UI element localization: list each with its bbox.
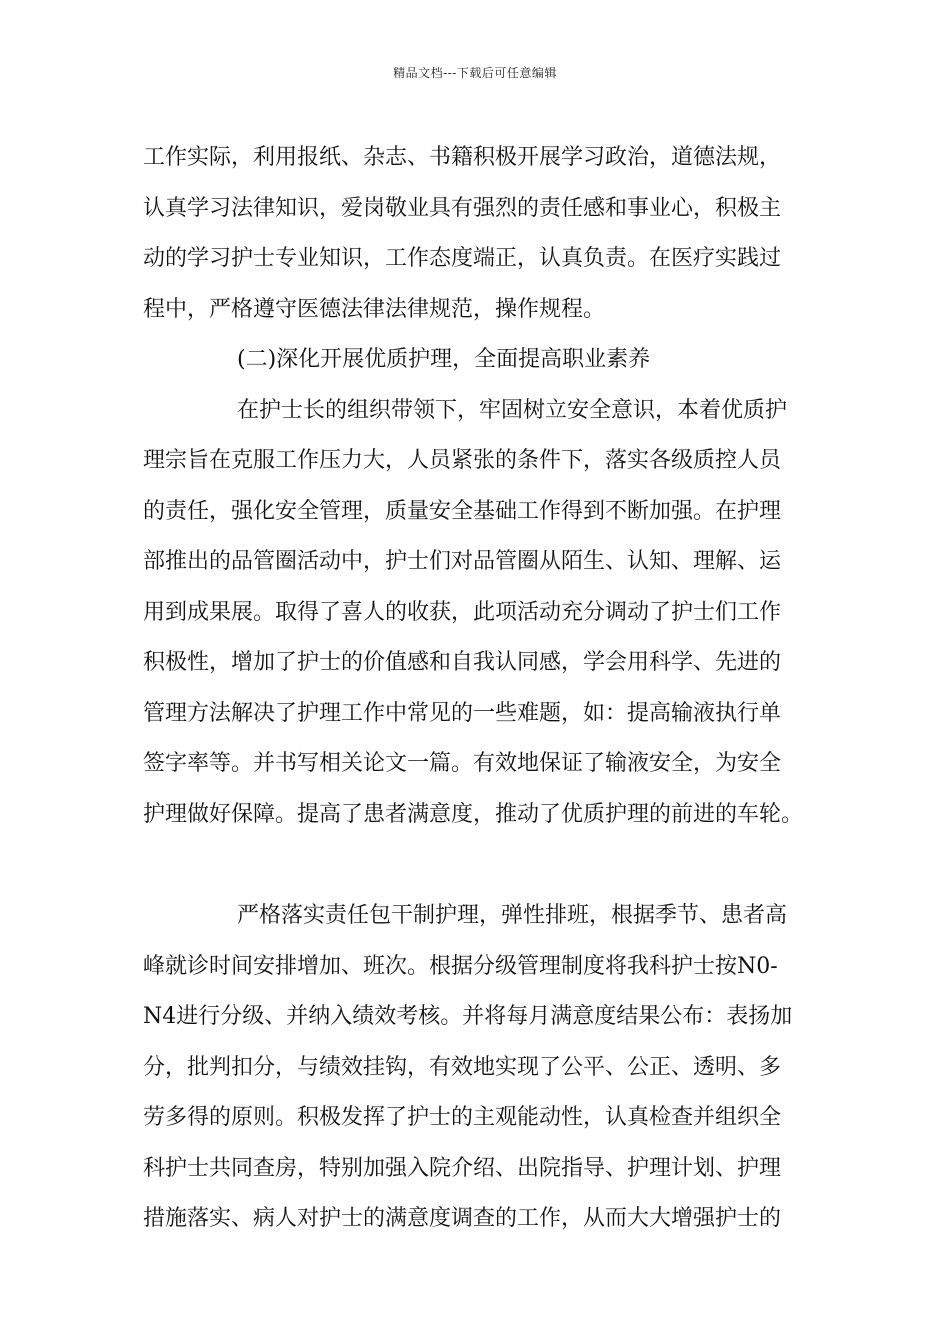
text-line: 签字率等。并书写相关论文一篇。有效地保证了输液安全，为安全: [143, 751, 782, 776]
text-line: 措施落实、病人对护士的满意度调查的工作，从而大大增强护士的: [143, 1206, 782, 1231]
page-header: 精品文档---下载后可任意编辑: [393, 66, 557, 80]
paragraph-gap: [143, 840, 813, 891]
text-line: 工作实际，利用报纸、杂志、书籍积极开展学习政治，道德法规，: [143, 145, 782, 170]
text-line: 峰就诊时间安排增加、班次。根据分级管理制度将我科护士按N0-: [143, 953, 778, 979]
text-line: 理宗旨在克服工作压力大，人员紧张的条件下，落实各级质控人员: [143, 448, 782, 473]
text-line: 在护士长的组织带领下，牢固树立安全意识，本着优质护: [237, 397, 788, 423]
document-body: [143, 133, 813, 1245]
text-line: 劳多得的原则。积极发挥了护士的主观能动性，认真检查并组织全: [143, 1105, 782, 1130]
text-line: 管理方法解决了护理工作中常见的一些难题，如：提高输液执行单: [143, 700, 782, 726]
text-line: 程中，严格遵守医德法律法律规范，操作规程。: [143, 296, 606, 322]
text-line: 护理做好保障。提高了患者满意度，推动了优质护理的前进的车轮。: [143, 801, 804, 827]
text-line: 科护士共同查房，特别加强入院介绍、出院指导、护理计划、护理: [143, 1155, 782, 1181]
text-line: 用到成果展。取得了喜人的收获，此项活动充分调动了护士们工作: [143, 599, 782, 625]
text-line: 的责任，强化安全管理，质量安全基础工作得到不断加强。在护理: [143, 498, 782, 524]
section-heading: (二)深化开展优质护理，全面提高职业素养: [237, 347, 651, 372]
text-line: 分，批判扣分，与绩效挂钩，有效地实现了公平、公正、透明、多: [143, 1054, 782, 1080]
text-line: 认真学习法律知识，爱岗敬业具有强烈的责任感和事业心，积极主: [143, 195, 782, 221]
text-line: N4进行分级、并纳入绩效考核。并将每月满意度结果公布：表扬加: [143, 1004, 793, 1029]
text-line: 部推出的品管圈活动中，护士们对品管圈从陌生、认知、理解、运: [143, 549, 782, 574]
text-line: 动的学习护士专业知识，工作态度端正，认真负责。在医疗实践过: [143, 246, 782, 271]
text-line: 严格落实责任包干制护理，弹性排班，根据季节、患者高: [237, 903, 788, 928]
text-line: 积极性，增加了护士的价值感和自我认同感，学会用科学、先进的: [143, 650, 782, 675]
